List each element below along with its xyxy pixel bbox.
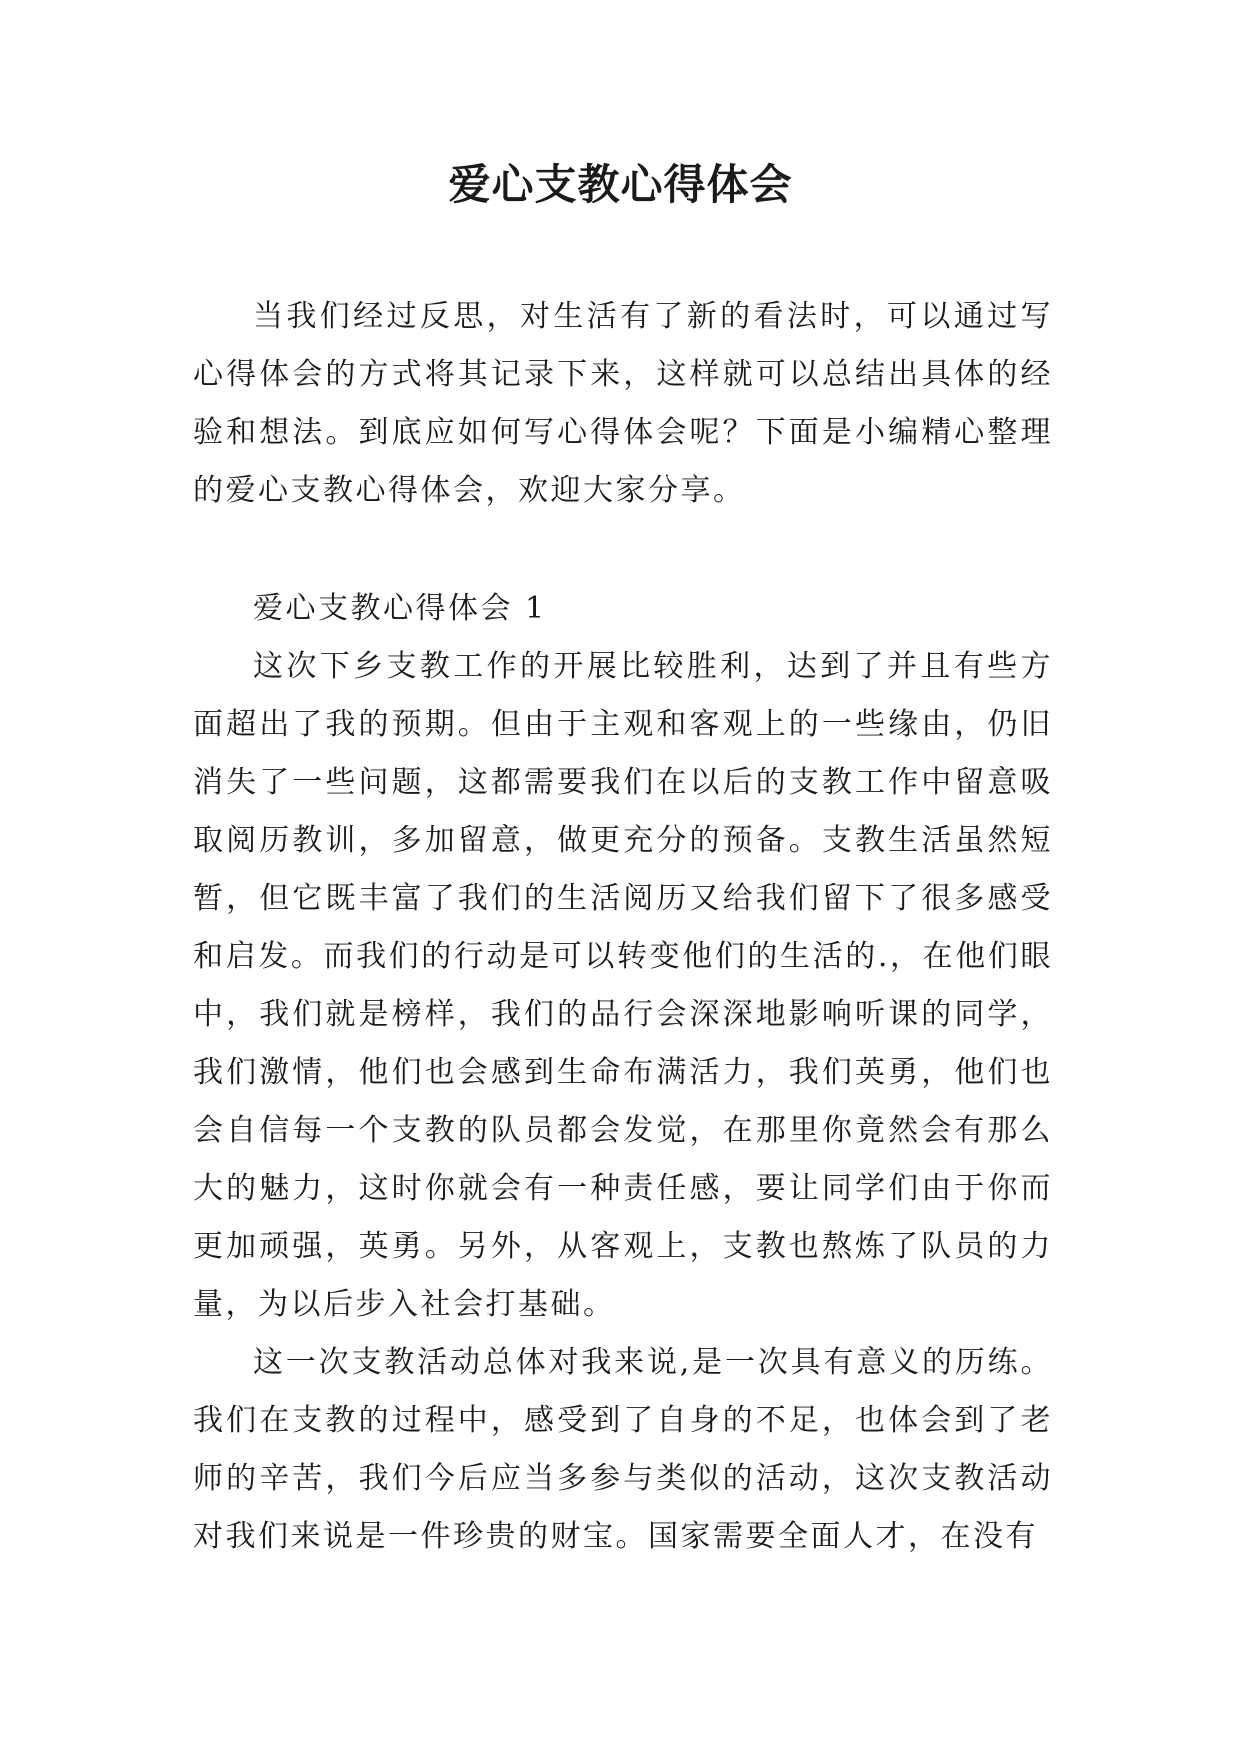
intro-block [193, 288, 1053, 520]
document-title: 爱心支教心得体会 [448, 160, 793, 209]
section-1 [193, 580, 1053, 1566]
body-paragraph-2: 这一次支教活动总体对我来说,是一次具有意义的历练。我们在支教的过程中，感受到了自身的不足，也体会到了老师的辛苦，我们今后应当多参与类似的活动，这次支教活动对我们来说是一件珍贵的财宝。国家需要全面人才，在没有 [193, 1345, 1053, 1554]
intro-paragraph: 当我们经过反思，对生活有了新的看法时，可以通过写心得体会的方式将其记录下来，这样就可以总结出具体的经验和想法。到底应如何写心得体会呢？下面是小编精心整理的爱心支教心得体会，欢迎大家分享。 [193, 299, 1053, 508]
body-paragraph-1: 这次下乡支教工作的开展比较胜利，达到了并且有些方面超出了我的预期。但由于主观和客观上的一些缘由，仍旧消失了一些问题，这都需要我们在以后的支教工作中留意吸取阅历教训，多加留意，做更充分的预备。支教生活虽然短暂，但它既丰富了我们的生活阅历又给我们留下了很多感受和启发。而我们的行动是可以转变他们的生活的.，在他们眼中，我们就是榜样，我们的品行会深深地影响听课的同学，我们激情，他们也会感到生命布满活力，我们英勇，他们也会自信每一个支教的队员都会发觉，在那里你竟然会有那么大的魅力，这时你就会有一种责任感，要让同学们由于你而更加顽强，英勇。另外，从客观上，支教也熬炼了队员的力量，为以后步入社会打基础。 [193, 649, 1053, 1322]
section-heading: 爱心支教心得体会 1 [253, 591, 547, 626]
